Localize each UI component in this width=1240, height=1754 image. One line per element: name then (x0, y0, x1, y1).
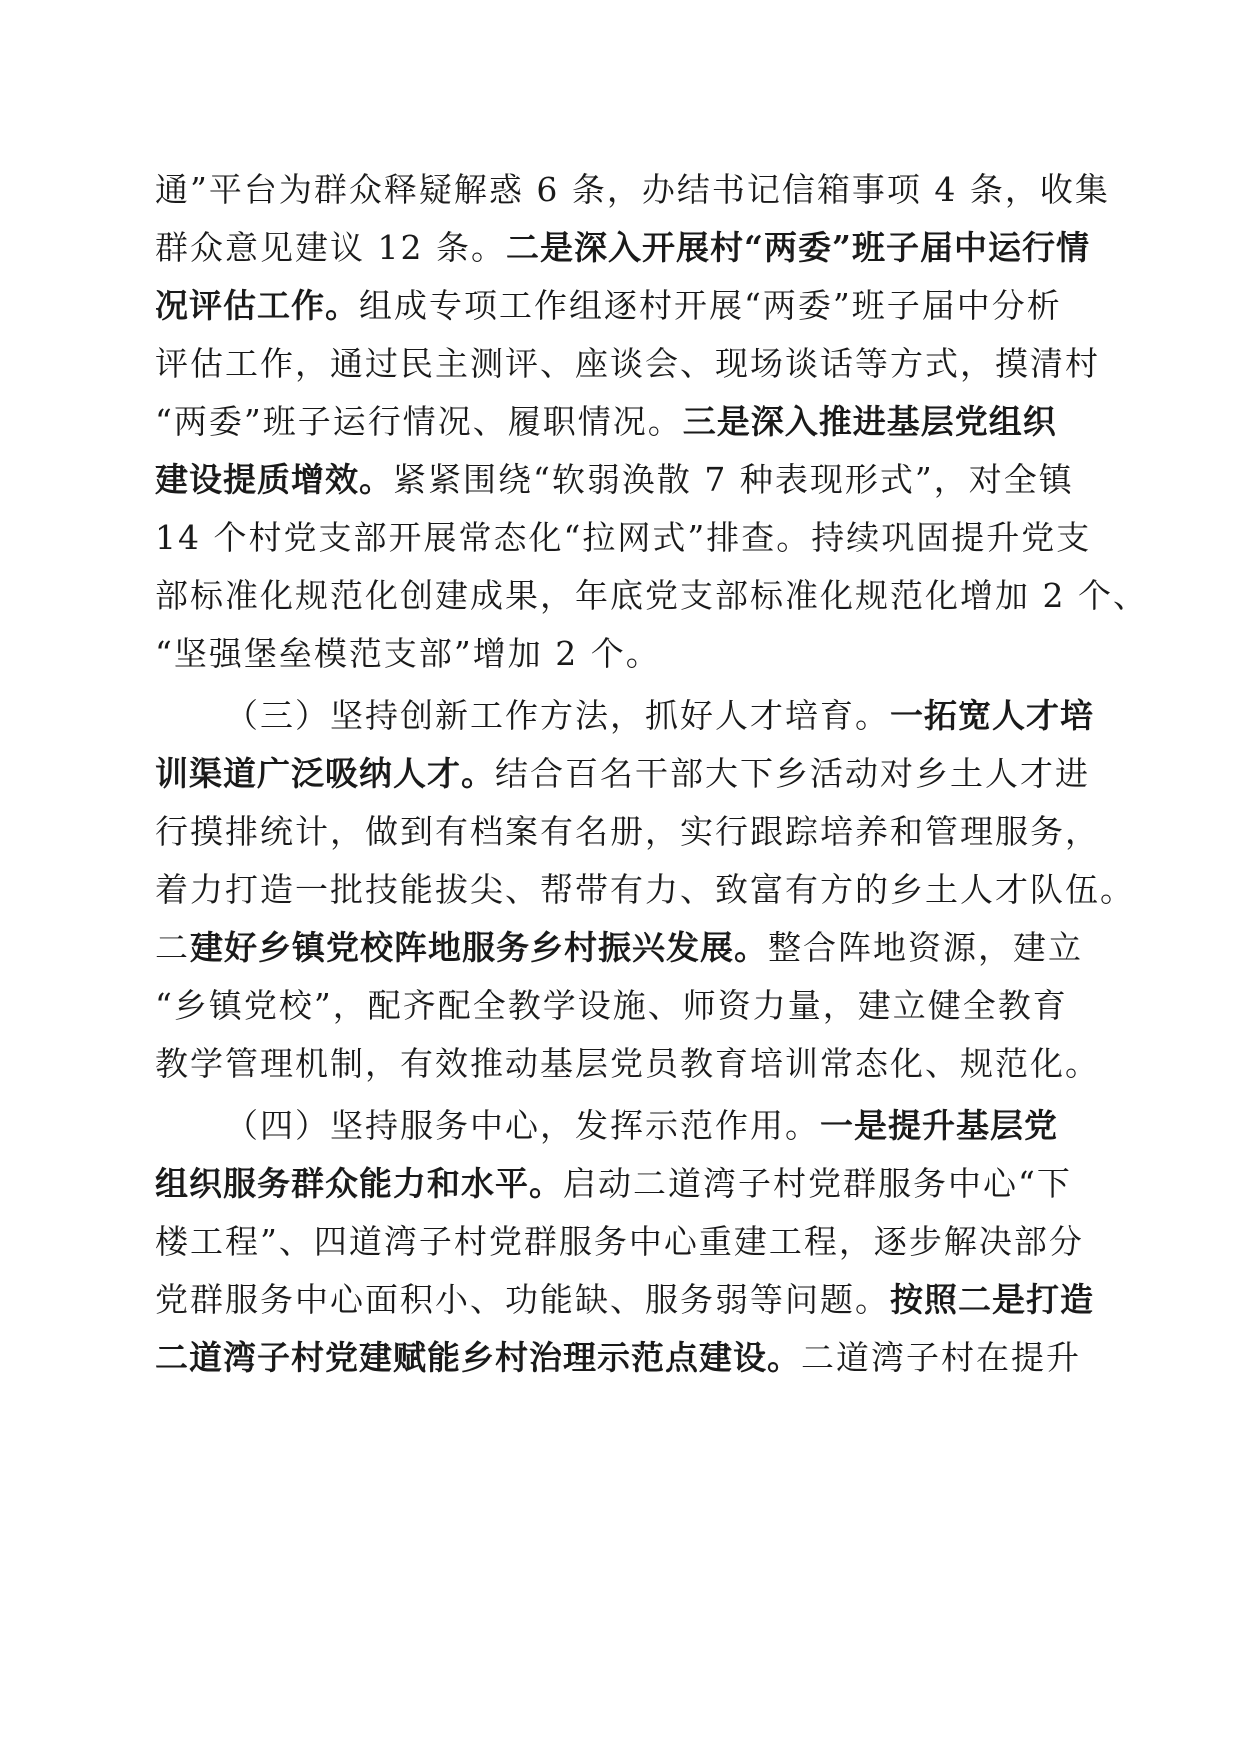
text-line (155, 1270, 1094, 1330)
text-line (155, 1034, 1100, 1094)
text-line (155, 218, 1090, 278)
bold-heading-run: 建设提质增效。 (155, 460, 393, 499)
text-run: 二道湾子村在提升 (801, 1338, 1081, 1377)
text-run: 结合百名干部大下乡活动对乡土人才进 (495, 754, 1090, 793)
text-line (155, 624, 1085, 684)
section-line (225, 686, 1155, 746)
text-line (155, 1212, 1085, 1272)
text-run: 评估工作，通过民主测评、座谈会、现场谈话等方式，摸清村 (155, 344, 1100, 383)
text-line (155, 566, 1148, 626)
section-heading: （三）坚持创新工作方法，抓好人才培育。 (225, 696, 890, 735)
text-run: 着力打造一批技能拔尖、帮带有力、致富有方的乡土人才队伍。 (155, 870, 1135, 909)
text-run: 二 (155, 928, 190, 967)
bold-heading-run: 况评估工作。 (155, 286, 359, 325)
text-run: “两委”班子运行情况、履职情况。 (155, 402, 683, 441)
bold-heading-run: 按照二是打造 (890, 1280, 1094, 1319)
bold-heading-run: 训渠道广泛吸纳人才。 (155, 754, 495, 793)
text-line (155, 392, 1085, 452)
text-line (155, 334, 1100, 394)
text-line (155, 160, 1110, 220)
text-line (155, 802, 1100, 862)
text-line (155, 744, 1090, 804)
text-line (155, 450, 1085, 510)
text-run: 党群服务中心面积小、功能缺、服务弱等问题。 (155, 1280, 890, 1319)
text-run: 行摸排统计，做到有档案有名册，实行跟踪培养和管理服务， (155, 812, 1100, 851)
text-run: “坚强堡垒模范支部”增加 2 个。 (155, 634, 661, 673)
bold-heading-run: 二道湾子村党建赋能乡村治理示范点建设。 (155, 1338, 801, 1377)
text-run: 群众意见建议 12 条。 (155, 228, 506, 267)
section-line (225, 1096, 1155, 1156)
text-line (155, 508, 1092, 568)
text-run: 14 个村党支部开展常态化“拉网式”排查。持续巩固提升党支 (155, 518, 1092, 557)
text-run: 启动二道湾子村党群服务中心“下 (563, 1164, 1072, 1203)
bold-heading-run: 二是深入开展村“两委”班子届中运行情 (505, 228, 1090, 267)
bold-heading-run: 一是提升基层党 (820, 1106, 1058, 1145)
text-run: 整合阵地资源，建立 (768, 928, 1083, 967)
text-line (155, 276, 1085, 336)
bold-heading-run: 建好乡镇党校阵地服务乡村振兴发展。 (190, 928, 768, 967)
text-run: 教学管理机制，有效推动基层党员教育培训常态化、规范化。 (155, 1044, 1100, 1083)
text-line (155, 1154, 1085, 1214)
text-line (155, 1328, 1085, 1388)
text-line (155, 976, 1085, 1036)
text-run: 紧紧围绕“软弱涣散 7 种表现形式”，对全镇 (393, 460, 1074, 499)
bold-heading-run: 组织服务群众能力和水平。 (155, 1164, 563, 1203)
bold-heading-run: 三是深入推进基层党组织 (682, 402, 1057, 441)
text-line (155, 918, 1085, 978)
text-run: 通”平台为群众释疑解惑 6 条，办结书记信箱事项 4 条，收集 (155, 170, 1110, 209)
text-run: 部标准化规范化创建成果，年底党支部标准化规范化增加 2 个、 (155, 576, 1148, 615)
bold-heading-run: 一拓宽人才培 (890, 696, 1094, 735)
text-run: “乡镇党校”，配齐配全教学设施、师资力量，建立健全教育 (155, 986, 1068, 1025)
text-run: 楼工程”、四道湾子村党群服务中心重建工程，逐步解决部分 (155, 1222, 1084, 1261)
section-heading: （四）坚持服务中心，发挥示范作用。 (225, 1106, 820, 1145)
text-line (155, 860, 1135, 920)
text-run: 组成专项工作组逐村开展“两委”班子届中分析 (359, 286, 1062, 325)
